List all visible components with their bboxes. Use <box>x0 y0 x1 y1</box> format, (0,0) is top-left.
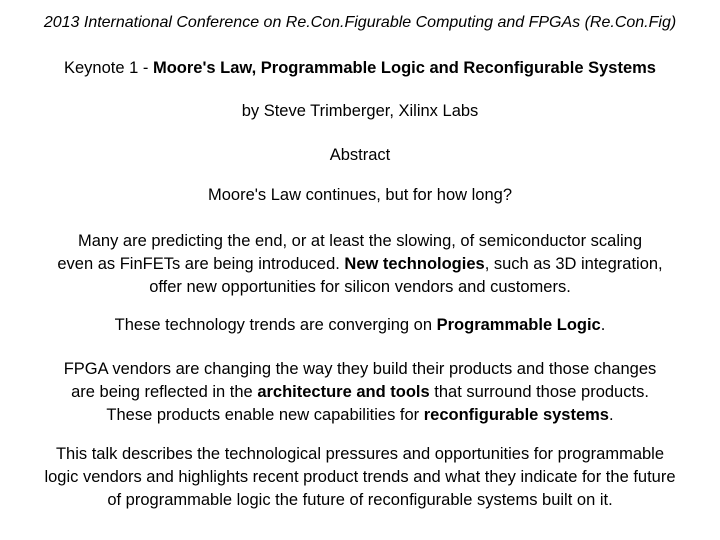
paragraph-2-line-1: Many are predicting the end, or at least the slowing, of semiconductor scaling <box>77 232 643 250</box>
paragraph-4-line-3a: These products enable new capabilities for <box>106 406 424 424</box>
programmable-logic-emphasis: Programmable Logic <box>436 316 601 334</box>
keynote-prefix: Keynote 1 - <box>63 59 153 77</box>
paragraph-2-line-2a: even as FinFETs are being introduced. <box>57 255 345 273</box>
abstract-paragraph-3 <box>0 315 720 335</box>
new-technologies-emphasis: New technologies <box>344 255 485 273</box>
paragraph-3-a: These technology trends are converging on <box>114 316 437 334</box>
paragraph-4-line-3c: . <box>609 406 614 424</box>
paragraph-2-line-2c: , such as 3D integration, <box>484 255 663 273</box>
paragraph-3-c: . <box>600 316 606 334</box>
abstract-paragraph-1: Moore's Law continues, but for how long? <box>208 186 512 204</box>
paragraph-4-line-2a: are being reflected in the <box>71 383 258 401</box>
paragraph-4-line-2c: that surround those products. <box>429 383 649 401</box>
paragraph-4-line-1: FPGA vendors are changing the way they build their products and those changes <box>63 360 657 378</box>
architecture-tools-emphasis: architecture and tools <box>257 383 430 401</box>
abstract-heading: Abstract <box>329 146 391 164</box>
paragraph-4-line-3 <box>0 404 720 427</box>
keynote-title <box>0 58 720 78</box>
paragraph-5-line-3: of programmable logic the future of reconfigurable systems built on it. <box>107 491 613 509</box>
paragraph-5-line-1: This talk describes the technological pressures and opportunities for programmable <box>55 445 665 463</box>
conference-title: 2013 International Conference on Re.Con.Figurable Computing and FPGAs (Re.Con.Fig) <box>43 14 677 31</box>
author-line: by Steve Trimberger, Xilinx Labs <box>241 102 479 120</box>
abstract-paragraph-4 <box>0 358 720 427</box>
paragraph-2-line-2 <box>0 253 720 276</box>
paragraph-4-line-2 <box>0 381 720 404</box>
keynote-topic: Moore's Law, Programmable Logic and Reconfigurable Systems <box>152 59 656 77</box>
abstract-paragraph-5 <box>0 443 720 512</box>
paragraph-2-line-3: offer new opportunities for silicon vendors and customers. <box>149 278 571 296</box>
paragraph-5-line-2: logic vendors and highlights recent product trends and what they indicate for the future <box>44 468 676 486</box>
reconfigurable-systems-emphasis: reconfigurable systems <box>423 406 609 424</box>
abstract-paragraph-2 <box>0 230 720 299</box>
